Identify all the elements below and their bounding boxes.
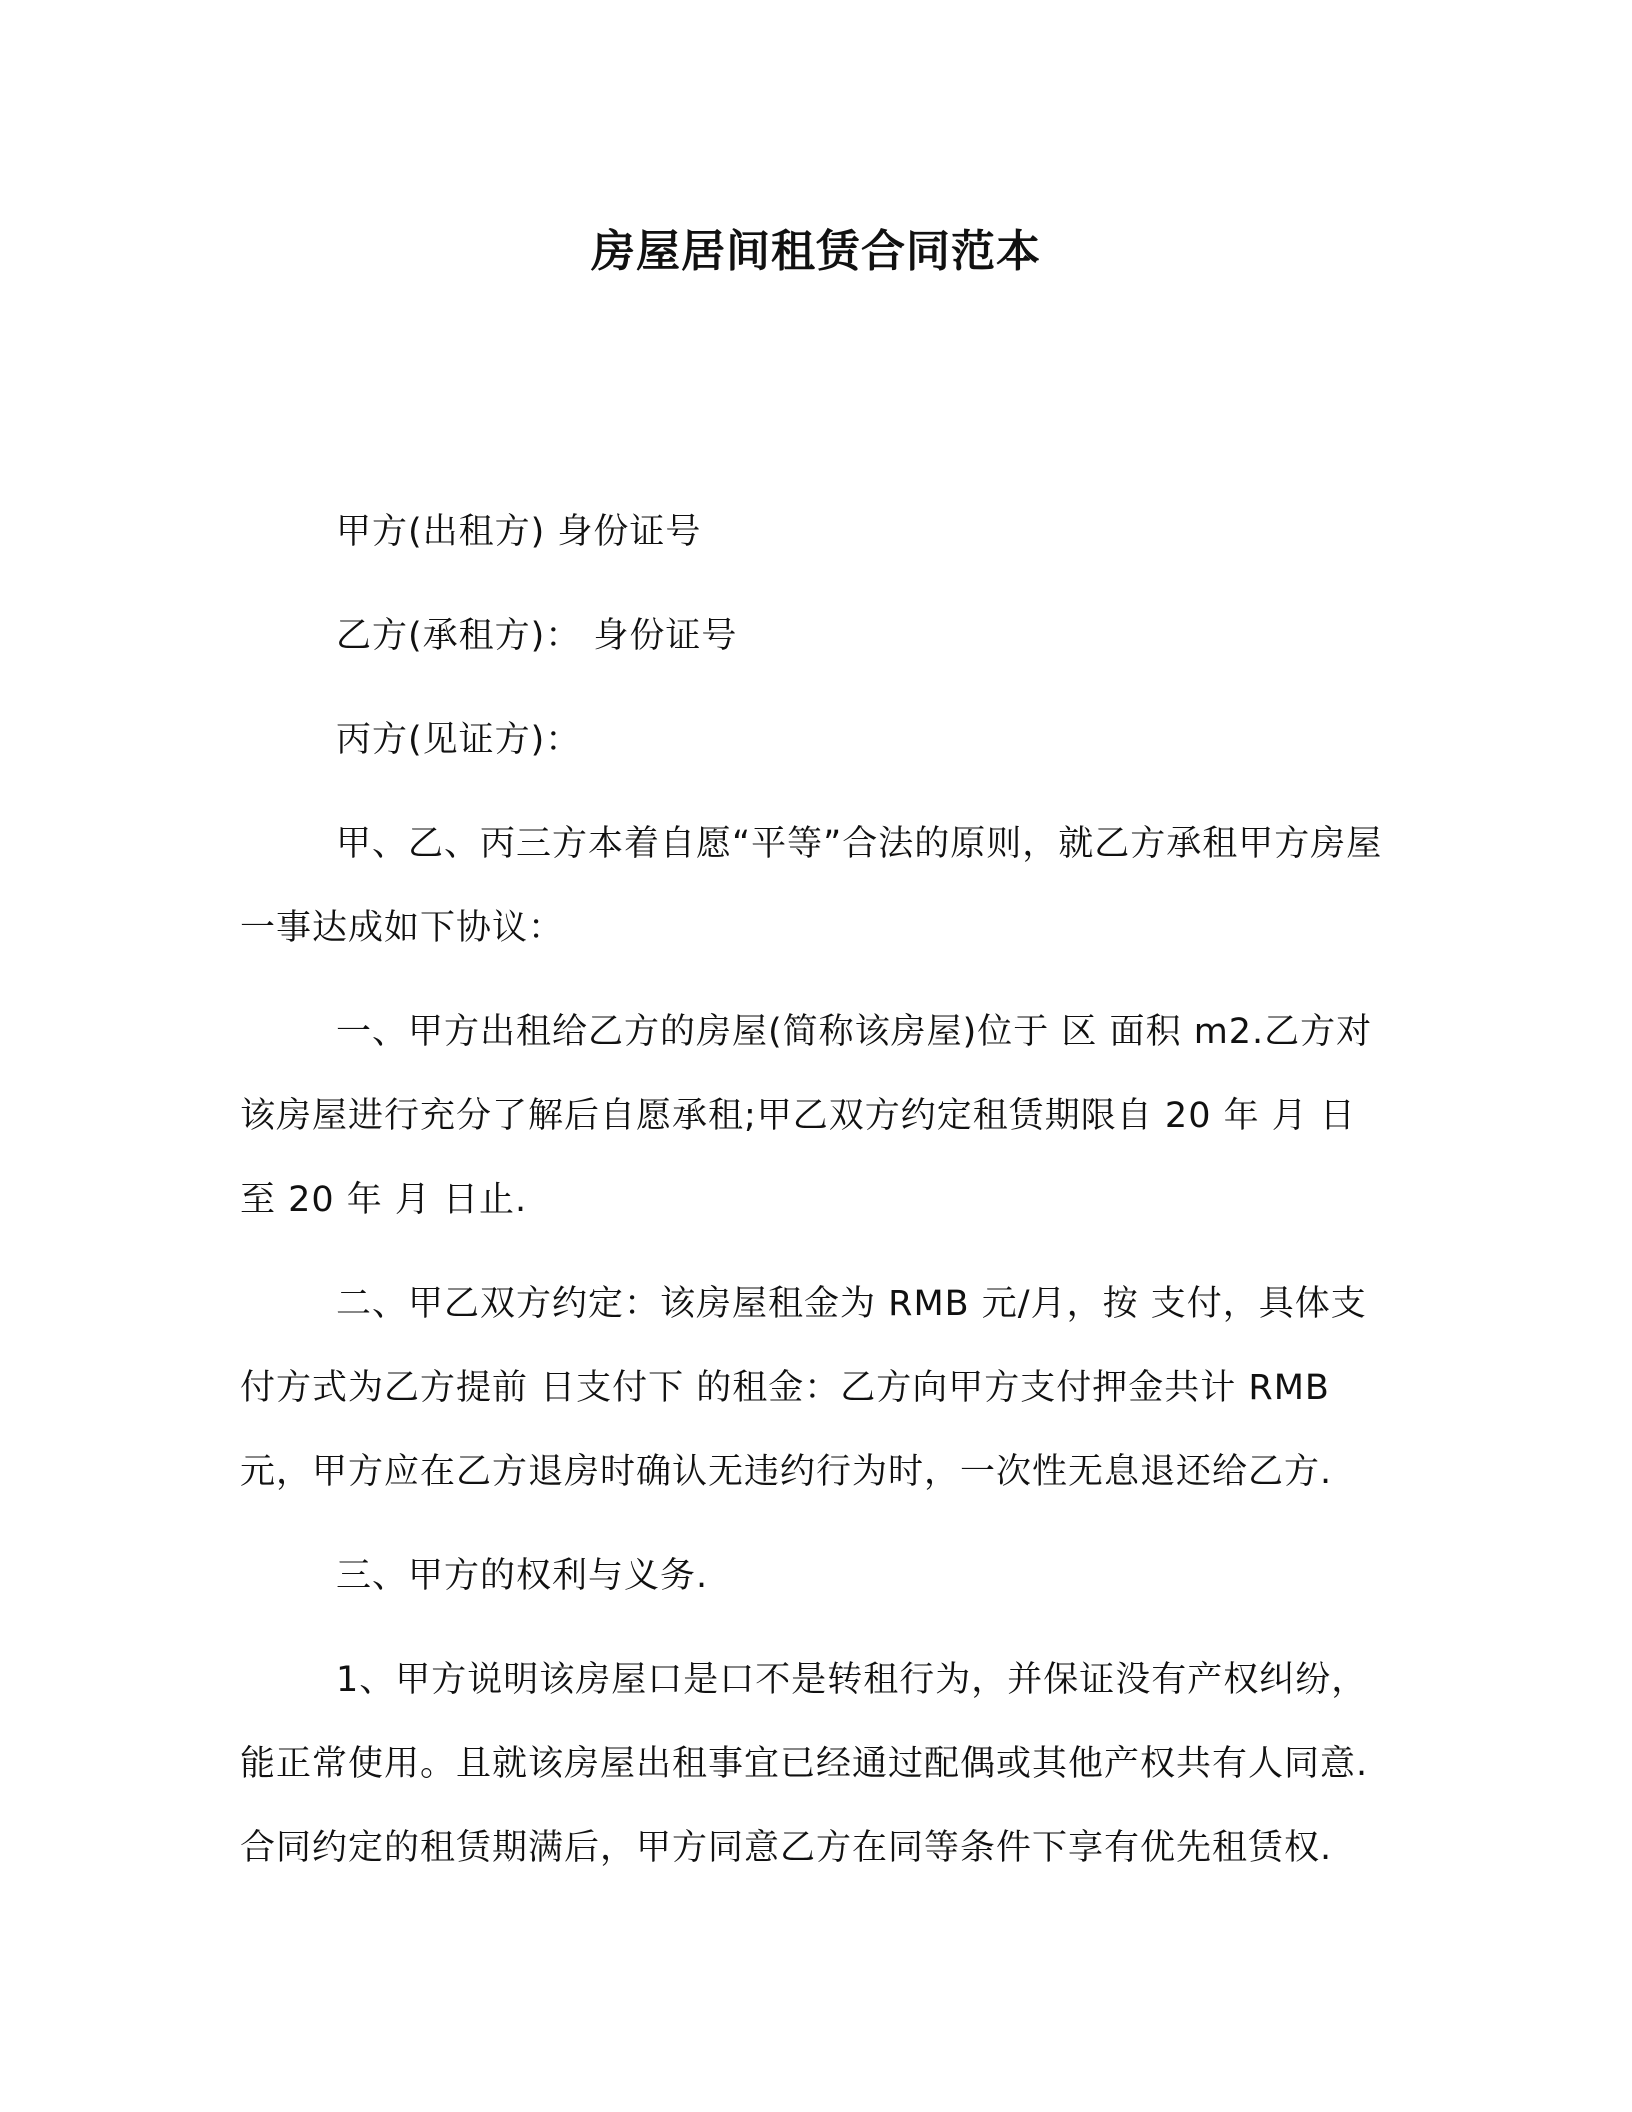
- document-title: 房屋居间租赁合同范本: [591, 226, 1041, 277]
- party-a-line: 甲方(出租方) 身份证号: [336, 512, 702, 552]
- party-b-line: 乙方(承租方)： 身份证号: [336, 616, 738, 656]
- paragraph-clause-1: 一、甲方出租给乙方的房屋(简称该房屋)位于 区 面积 m2.乙方对该房屋进行充分了解后自愿承租;甲乙双方约定租赁期限自 20 年 月 日至 20 年 月 日止.: [240, 1012, 1373, 1220]
- paragraph-clause-3-1: 1、甲方说明该房屋口是口不是转租行为，并保证没有产权纠纷，能正常使用。且就该房屋出租事宜已经通过配偶或其他产权共有人同意.合同约定的租赁期满后，甲方同意乙方在同等条件下享有优先租赁权.: [240, 1660, 1369, 1868]
- document-body: [240, 490, 1390, 1910]
- paragraph-intro: 甲、乙、丙三方本着自愿“平等”合法的原则，就乙方承租甲方房屋一事达成如下协议：: [240, 824, 1383, 948]
- paragraph-clause-2: 二、甲乙双方约定：该房屋租金为 RMB 元/月，按 支付，具体支付方式为乙方提前 日支付下 的租金：乙方向甲方支付押金共计 RMB 元，甲方应在乙方退房时确认无违约行为时，一次性无息退还给乙方.: [240, 1284, 1367, 1492]
- paragraph-clause-3-heading: 三、甲方的权利与义务.: [336, 1556, 709, 1596]
- party-c-line: 丙方(见证方)：: [336, 720, 582, 760]
